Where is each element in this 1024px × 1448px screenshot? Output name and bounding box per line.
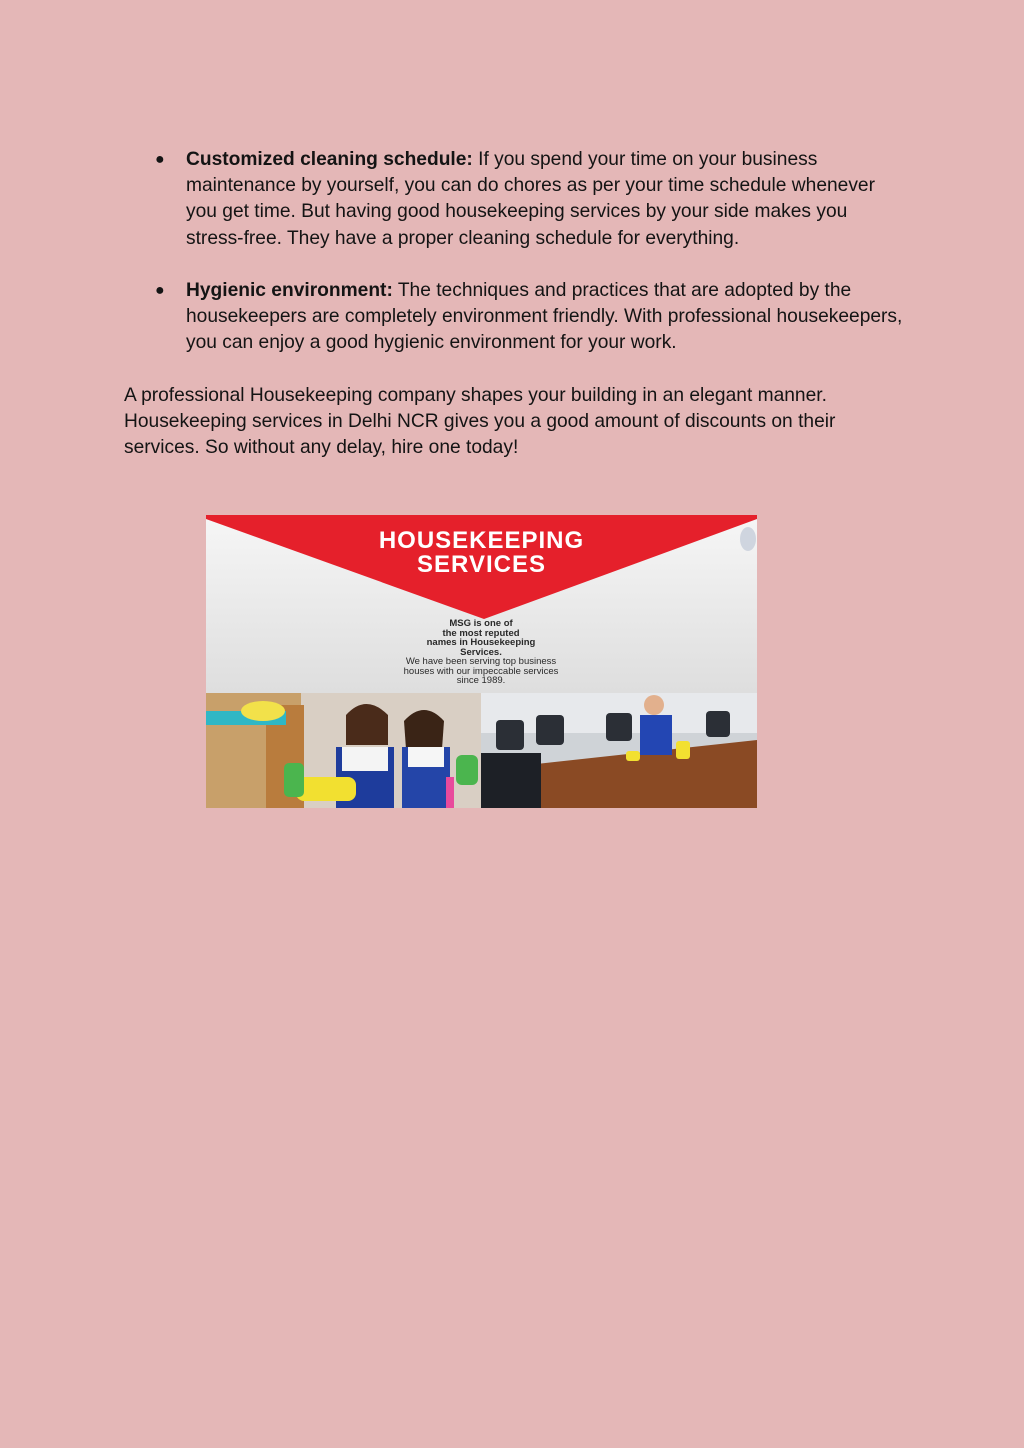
- bullet-title: Hygienic environment:: [186, 279, 393, 301]
- bullet-icon: ●: [155, 151, 165, 168]
- housekeeping-banner-image: [206, 515, 757, 808]
- banner-title: [206, 529, 757, 577]
- banner-text-line: names in Housekeeping: [426, 637, 536, 648]
- bullet-list: [124, 147, 904, 382]
- bullet-text: If you spend your time on your business maintenance by yourself, you can do chores as per your time schedule whenever you get time. But having good housekeeping services by your side makes you stress-free. They have a proper cleaning schedule for everything.: [186, 149, 875, 249]
- banner-title-line: HOUSEKEEPING: [378, 527, 585, 554]
- banner-title-line: SERVICES: [417, 551, 546, 578]
- banner-text-line: MSG is one of: [449, 618, 513, 629]
- banner-text-line: houses with our impeccable services: [403, 665, 559, 677]
- bullet-title: Customized cleaning schedule:: [186, 149, 473, 170]
- bullet-icon: ●: [155, 281, 165, 299]
- banner-text-line: since 1989.: [456, 675, 506, 686]
- banner-text-line: We have been serving top business: [405, 656, 557, 667]
- closing-paragraph: A professional Housekeeping company shapes your building in an elegant manner. Housekeeping services in Delhi NCR gives you a good amount of discounts on their services. So without any delay, hire one today!: [124, 385, 836, 459]
- banner-text-line: Services.: [460, 646, 502, 658]
- bullet-text: The techniques and practices that are adopted by the housekeepers are completely environment friendly. With professional housekeepers, you can enjoy a good hygienic environment for your work.: [186, 279, 903, 354]
- bullet-item-hygienic-environment: [124, 278, 904, 357]
- bullet-item-customized-schedule: [124, 147, 904, 252]
- banner-text-line: the most reputed: [442, 627, 520, 639]
- banner-text: [331, 619, 631, 686]
